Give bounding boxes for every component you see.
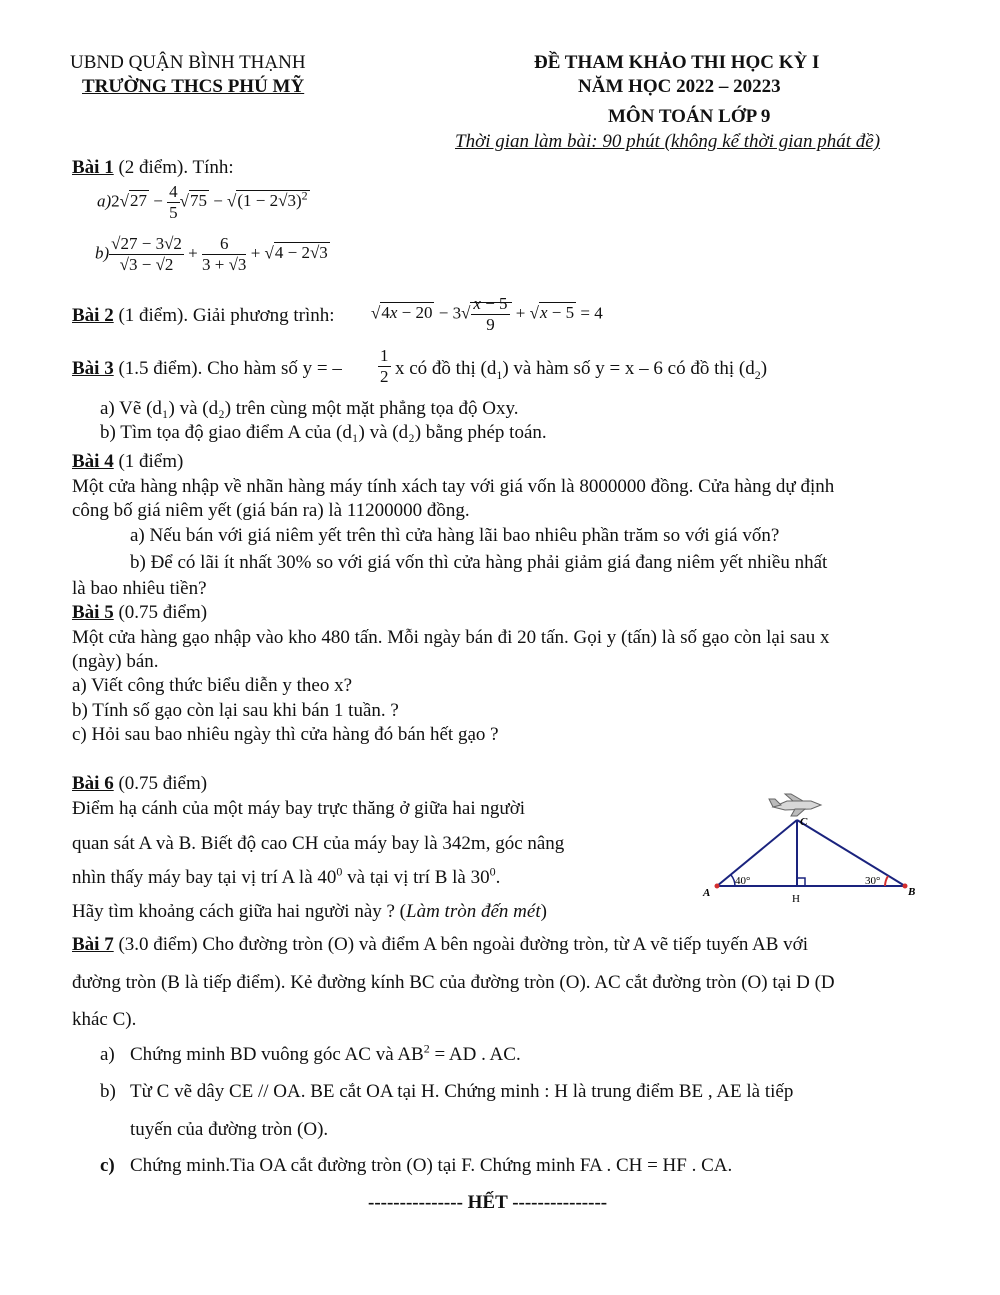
bai4-label: Bài 4	[72, 451, 114, 472]
bai3-label: Bài 3	[72, 358, 114, 379]
airplane-icon	[769, 794, 821, 816]
point-a	[715, 884, 720, 889]
helicopter-triangle-figure	[695, 790, 925, 915]
label-c: C	[800, 816, 808, 828]
segment-cb	[797, 820, 905, 886]
bai3-b: b) Tìm tọa độ giao điểm A của (d₁) và (d₂) bằng phép toán.	[100, 422, 547, 443]
bai3-heading: Bài 3 (1.5 điểm). Cho hàm số y = –	[72, 358, 342, 379]
angle-b-label: 30°	[865, 875, 881, 887]
point-b	[903, 884, 908, 889]
bai7-b-text1: Từ C vẽ dây CE // OA. BE cắt OA tại H. Chứng minh : H là trung điểm BE , AE là tiếp	[130, 1081, 794, 1102]
bai1-b-expression: b) $\frac{√27 - 3√2}{√3 - √2}$ + $\frac{6}{3 + √3}$ + √4 − 2√3	[95, 234, 328, 274]
bai1-label: Bài 1	[72, 157, 114, 178]
district-name: UBND QUẬN BÌNH THẠNH	[70, 52, 306, 73]
bai4-b1: b) Để có lãi ít nhất 30% so với giá vốn thì cửa hàng phải giảm giá đang niêm yết nhiều nhất	[130, 552, 828, 573]
angle-a-label: 40°	[735, 875, 751, 887]
bai4-b2: là bao nhiêu tiền?	[72, 578, 207, 599]
label-b: B	[908, 886, 916, 898]
school-name: TRƯỜNG THCS PHÚ MỸ	[82, 76, 305, 97]
bai5-p2: (ngày) bán.	[72, 651, 159, 672]
subject-title: MÔN TOÁN LỚP 9	[608, 106, 771, 127]
bai7-p1: Bài 7 (3.0 điểm) Cho đường tròn (O) và điểm A bên ngoài đường tròn, từ A vẽ tiếp tuyến AB với	[72, 934, 809, 955]
bai7-a-text: Chứng minh BD vuông góc AC và $AB^2$ = AD . AC.	[130, 1041, 521, 1065]
label-a: A	[703, 887, 711, 899]
bai2-heading	[72, 305, 335, 327]
bai6-heading: Bài 6 (0.75 điểm)	[72, 773, 208, 794]
bai4-heading: Bài 4 (1 điểm)	[72, 451, 184, 472]
bai7-b-text2: tuyến của đường tròn (O).	[130, 1119, 329, 1140]
bai7-p3: khác C).	[72, 1009, 137, 1030]
bai7-c-label: c)	[100, 1155, 115, 1176]
segment-ac	[717, 820, 797, 886]
bai2-text: (1 điểm). Giải phương trình:	[113, 305, 335, 326]
bai7-label: Bài 7	[72, 934, 114, 955]
bai6-p1: Điểm hạ cánh của một máy bay trực thăng ở giữa hai người	[72, 798, 526, 819]
right-angle-mark	[797, 878, 805, 886]
bai1-heading	[72, 157, 234, 179]
bai4-a: a) Nếu bán với giá niêm yết trên thì cửa hàng lãi bao nhiêu phần trăm so với giá vốn?	[130, 525, 780, 546]
bai3-functions: x có đồ thị $(d_1)$ và hàm số y = x – 6 có đồ thị $(d_2)$	[395, 358, 768, 382]
bai3-a: a) Vẽ (d₁) và (d₂) trên cùng một mặt phẳng tọa độ Oxy.	[100, 398, 519, 419]
bai7-c-text: Chứng minh.Tia OA cắt đường tròn (O) tại F. Chứng minh FA . CH = HF . CA.	[130, 1155, 733, 1176]
bai5-b: b) Tính số gạo còn lại sau khi bán 1 tuần. ?	[72, 700, 399, 721]
bai7-a-label: a)	[100, 1044, 115, 1065]
bai5-heading: Bài 5 (0.75 điểm)	[72, 602, 208, 623]
bai2-label: Bài 2	[72, 305, 114, 326]
bai2-equation: √4x − 20 − 3√ $\frac{x - 5}{9}$ + √x − 5 = 4	[371, 294, 603, 334]
end-marker: --------------- HẾT ---------------	[368, 1192, 608, 1213]
bai6-label: Bài 6	[72, 773, 114, 794]
bai1-text: (2 điểm). Tính:	[113, 157, 234, 178]
bai6-p3: nhìn thấy máy bay tại vị trí A là $40^0$ và tại vị trí B là $30^0$.	[72, 864, 501, 888]
bai5-label: Bài 5	[72, 602, 114, 623]
bai5-a: a) Viết công thức biểu diễn y theo x?	[72, 675, 352, 696]
bai7-p2: đường tròn (B là tiếp điểm). Kẻ đường kính BC của đường tròn (O). AC cắt đường tròn (O) tại D (D	[72, 972, 835, 993]
time-note: Thời gian làm bài: 90 phút (không kể thời gian phát đề)	[455, 131, 881, 152]
bai4-p1: Một cửa hàng nhập về nhãn hàng máy tính xách tay với giá vốn là 8000000 đồng. Cửa hàng dự định	[72, 476, 835, 497]
label-h: H	[792, 893, 800, 905]
angle-b-arc	[885, 876, 888, 886]
bai3-fraction: $\frac{1}{2}$	[380, 346, 389, 386]
bai1-a-expression: a)2√27 − $\frac{4}{5}$ $√75 - √(1 - 2√3)^2$	[97, 182, 308, 222]
bai7-b-label: b)	[100, 1081, 116, 1102]
exam-title: ĐỀ THAM KHẢO THI HỌC KỲ I	[534, 52, 820, 73]
bai6-p2: quan sát A và B. Biết độ cao CH của máy bay là 342m, góc nâng	[72, 833, 565, 854]
school-year: NĂM HỌC 2022 – 20223	[578, 76, 781, 97]
bai6-p4: Hãy tìm khoảng cách giữa hai người này ? (Làm tròn đến mét)	[72, 901, 547, 922]
bai5-p1: Một cửa hàng gạo nhập vào kho 480 tấn. Mỗi ngày bán đi 20 tấn. Gọi y (tấn) là số gạo còn lại sau x	[72, 627, 830, 648]
bai5-c: c) Hỏi sau bao nhiêu ngày thì cửa hàng đó bán hết gạo ?	[72, 724, 499, 745]
bai4-p2: công bố giá niêm yết (giá bán ra) là 11200000 đồng.	[72, 500, 470, 521]
